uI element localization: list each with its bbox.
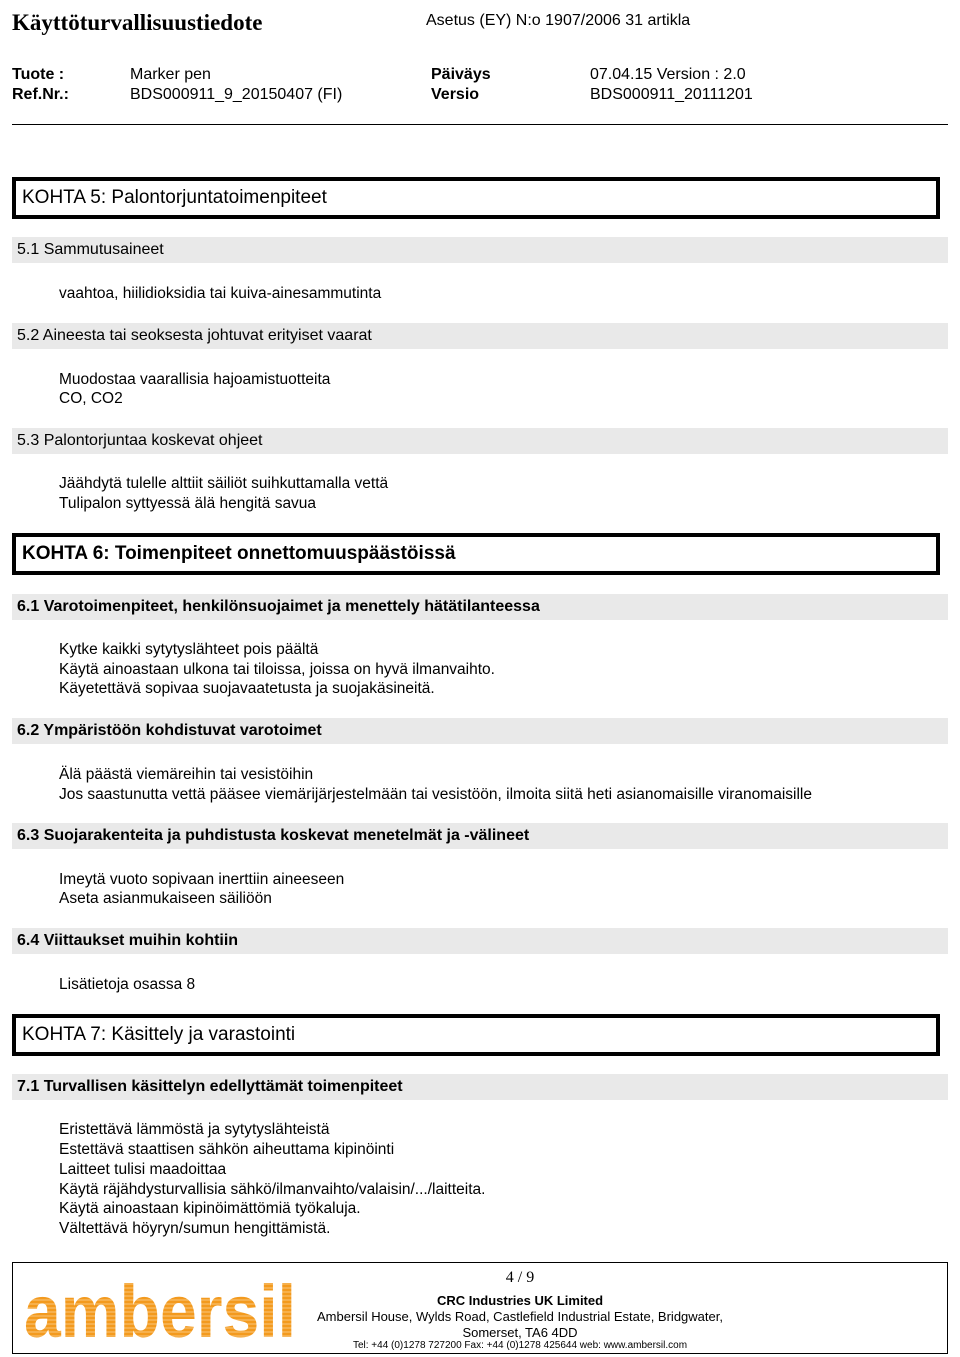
- subsection-7-1: [12, 1074, 948, 1100]
- logo-wordmark: ambersil: [24, 1270, 296, 1349]
- subsection-5-2: [12, 323, 948, 349]
- company-address-line2: Somerset, TA6 4DD: [462, 1325, 578, 1340]
- subsection-5-2-title: 5.2 Aineesta tai seoksesta johtuvat erityiset vaarat: [17, 327, 372, 344]
- section-5-heading: [12, 177, 940, 219]
- text-line: vaahtoa, hiilidioksidia tai kuiva-ainesammutinta: [59, 285, 382, 302]
- text-line: Käytä ainoastaan kipinöimättömiä työkaluja.: [59, 1200, 361, 1217]
- subsection-6-4-title: 6.4 Viittaukset muihin kohtiin: [17, 932, 239, 949]
- section-6-heading: [12, 533, 940, 575]
- company-contact: Tel: +44 (0)1278 727200 Fax: +44 (0)1278 425644 web: www.ambersil.com: [352, 1340, 688, 1351]
- subsection-5-1-title: 5.1 Sammutusaineet: [17, 241, 164, 258]
- text-line: CO, CO2: [59, 390, 123, 407]
- text-line: Älä päästä viemäreihin tai vesistöihin: [59, 766, 314, 783]
- company-name: CRC Industries UK Limited: [436, 1293, 604, 1308]
- subsection-6-1-title: 6.1 Varotoimenpiteet, henkilönsuojaimet ja menettely hätätilanteessa: [17, 598, 540, 615]
- section-7-heading: [12, 1014, 940, 1056]
- text-line: Jäähdytä tulelle alttiit säiliöt suihkuttamalla vettä: [59, 475, 389, 492]
- date-label: Päiväys: [431, 66, 491, 83]
- subsection-6-2-title: 6.2 Ympäristöön kohdistuvat varotoimet: [17, 722, 322, 739]
- company-address-line1: Ambersil House, Wylds Road, Castlefield Industrial Estate, Bridgwater,: [317, 1309, 723, 1324]
- document-title: Käyttöturvallisuustiedote: [12, 10, 263, 35]
- subsection-6-2: [12, 718, 948, 744]
- text-line: Käyetettävä sopivaa suojavaatetusta ja suojakäsineitä.: [59, 680, 435, 697]
- text-line: Tulipalon syttyessä älä hengitä savua: [59, 495, 317, 512]
- section-5-title: KOHTA 5: Palontorjuntatoimenpiteet: [22, 187, 327, 208]
- ambersil-logo: [22, 1265, 298, 1349]
- ref-label: Ref.Nr.:: [12, 86, 69, 103]
- page-number: 4 / 9: [505, 1269, 535, 1286]
- text-line: Estettävä staattisen sähkön aiheuttama kipinöinti: [59, 1141, 395, 1158]
- version-value: BDS000911_20111201: [590, 86, 753, 103]
- subsection-5-3: [12, 428, 948, 454]
- product-label: Tuote :: [12, 66, 65, 83]
- regulation-reference: Asetus (EY) N:o 1907/2006 31 artikla: [426, 12, 691, 29]
- text-line: Lisätietoja osassa 8: [59, 976, 196, 993]
- text-line: Aseta asianmukaiseen säiliöön: [59, 890, 272, 907]
- section-6-title: KOHTA 6: Toimenpiteet onnettomuuspäästöissä: [22, 543, 456, 564]
- product-value: Marker pen: [130, 66, 211, 83]
- date-value: 07.04.15 Version : 2.0: [590, 66, 746, 83]
- subsection-6-3-title: 6.3 Suojarakenteita ja puhdistusta koskevat menetelmät ja -välineet: [17, 827, 530, 844]
- text-line: Käytä räjähdysturvallisia sähkö/ilmanvaihto/valaisin/.../laitteita.: [59, 1181, 486, 1198]
- subsection-5-1: [12, 237, 948, 263]
- subsection-5-3-title: 5.3 Palontorjuntaa koskevat ohjeet: [17, 432, 263, 449]
- subsection-6-4: [12, 928, 948, 954]
- text-line: Käytä ainoastaan ulkona tai tiloissa, joissa on hyvä ilmanvaihto.: [59, 661, 495, 678]
- ref-value: BDS000911_9_20150407 (FI): [130, 86, 343, 103]
- header-divider: [12, 124, 948, 125]
- text-line: Eristettävä lämmöstä ja sytytyslähteistä: [59, 1121, 330, 1138]
- subsection-6-3: [12, 823, 948, 849]
- version-label: Versio: [431, 86, 480, 103]
- subsection-7-1-title: 7.1 Turvallisen käsittelyn edellyttämät toimenpiteet: [17, 1078, 403, 1095]
- text-line: Imeytä vuoto sopivaan inerttiin aineeseen: [59, 871, 345, 888]
- text-line: Muodostaa vaarallisia hajoamistuotteita: [59, 371, 331, 388]
- text-line: Kytke kaikki sytytyslähteet pois päältä: [59, 641, 319, 658]
- section-7-title: KOHTA 7: Käsittely ja varastointi: [22, 1024, 296, 1045]
- text-line: Vältettävä höyryn/sumun hengittämistä.: [59, 1220, 331, 1237]
- text-line: Laitteet tulisi maadoittaa: [59, 1161, 227, 1178]
- text-line: Jos saastunutta vettä pääsee viemärijärjestelmään tai vesistöön, ilmoita siitä heti asianomaisille viranomaisille: [59, 786, 812, 803]
- subsection-6-1: [12, 594, 948, 620]
